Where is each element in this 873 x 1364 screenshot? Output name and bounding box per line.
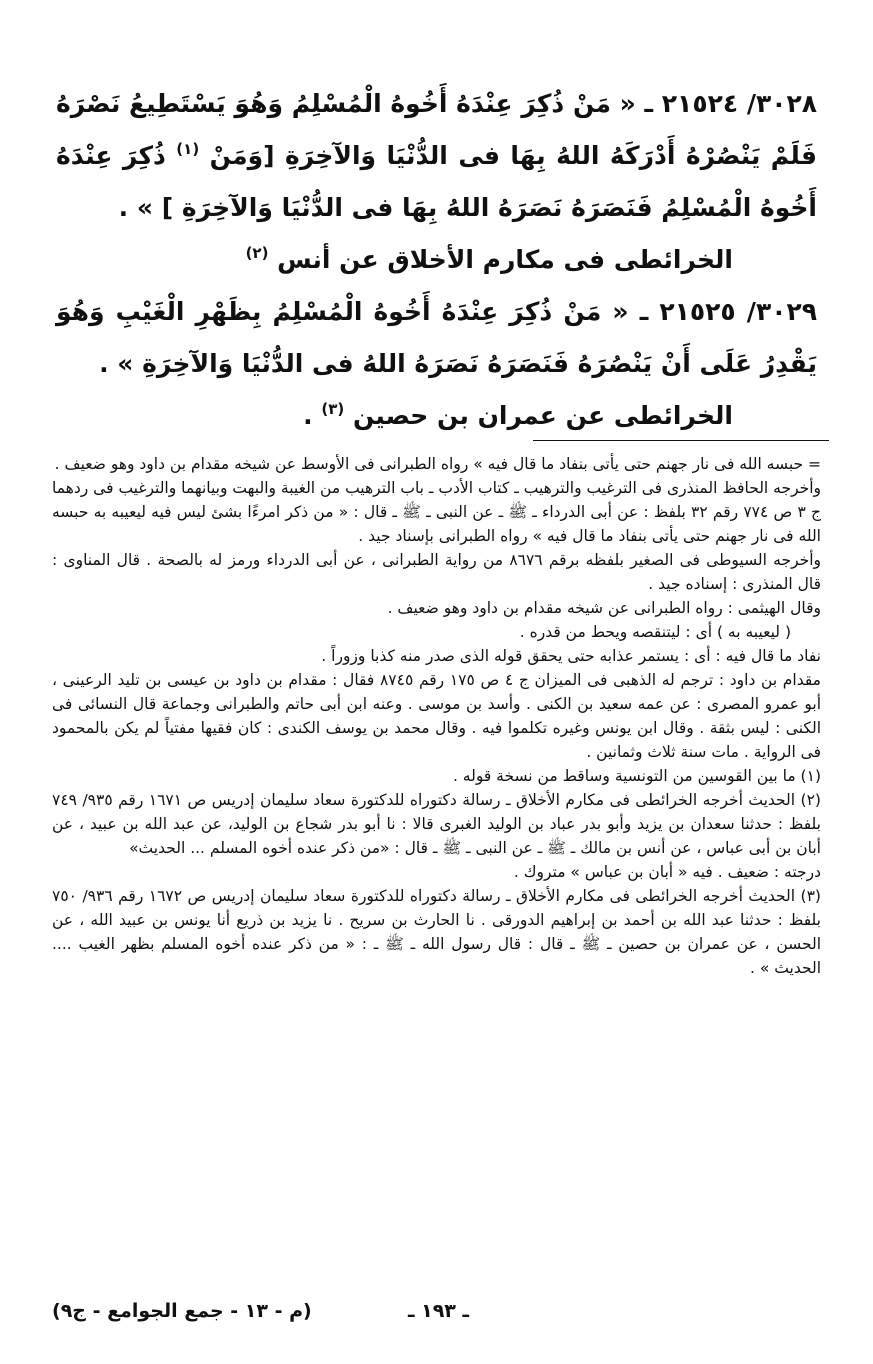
hadith-3028-text-cont: ذُكِرَ عِنْدَهُ أَخُوهُ الْمُسْلِمُ فَنَصَرَهُ نَصَرَهُ اللهُ بِهَا فى الدُّنْيَا وَالآخِرَةِ ] » . bbox=[56, 141, 817, 222]
footnote-ref-3: (٣) bbox=[321, 400, 345, 418]
hadith-3028 bbox=[56, 78, 817, 234]
footnote-separator bbox=[533, 440, 829, 441]
footnote-cont-4: وقال الهيثمى : رواه الطبرانى عن شيخه مقدام بن داود وهو ضعيف . bbox=[387, 599, 821, 617]
footnote-cont-6: نفاد ما قال فيه : أى : يستمر عذابه حتى يحقق قوله الذى صدر منه كذبا وزوراً . bbox=[321, 647, 821, 665]
footnote-1: (١) ما بين القوسين من التونسية وساقط من نسخة قوله . bbox=[452, 767, 821, 785]
footnote-cont-3: وأخرجه السيوطى فى الصغير بلفظه برقم ٨٦٧٦ من رواية الطبرانى ، عن أبى الدرداء ورمز له بالصحة . قال المناوى : قال المنذرى : إسناده جيد . bbox=[52, 551, 821, 593]
footnote-3: (٣) الحديث أخرجه الخرائطى فى مكارم الأخلاق ـ رسالة دكتوراه للدكتورة سعاد سليمان إدريس ص ١٦٧٢ رقم ٩٣٦/ ٧٥٠ بلفظ : حدثنا عبد الله بن أحمد بن إبراهيم الدورقى . نا الحارث بن سريح . نا يزيد بن ذريع أنا يونس بن عبيد الله ، عن الحسن ، عن عمران بن حصين ـ ﷺ ـ قال : قال رسول الله ـ ﷺ ـ : « من ذكر عنده أخوه المسلم بظهر الغيب .... الحديث » . bbox=[52, 887, 821, 977]
footnote-2: (٢) الحديث أخرجه الخرائطى فى مكارم الأخلاق ـ رسالة دكتوراه للدكتورة سعاد سليمان إدريس ص ١٦٧١ رقم ٩٣٥/ ٧٤٩ بلفظ : حدثنا سعدان بن يزيد وأبو بدر عباد بن الوليد الغبرى قالا : نا أبو بدر شجاع بن الوليد، عن عبد الله بن عبيد ، عن أبان بن أبى عباس ، عن أنس بن مالك ـ ﷺ ـ عن النبى ـ ﷺ ـ قال : «من ذكر عنده أخوه المسلم ... الحديث» bbox=[52, 791, 821, 857]
hadith-3029-source-text: الخرائطى عن عمران بن حصين bbox=[352, 401, 733, 430]
footnote-cont-7: مقدام بن داود : ترجم له الذهبى فى الميزان ج ٤ ص ١٧٥ رقم ٨٧٤٥ فقال : مقدام بن داود بن عيسى بن تليد الرعينى ، أبو عمرو المصرى : عن عمه سعيد بن الكنى . وأسد بن موسى . وعنه ابن أبى حاتم والطبرانى وجماعة قال النسائى فى الكنى : ليس بثقة . وقال ابن يونس وغيره تكلموا فيه . وقال محمد بن يوسف الكندى : كان فقيها مفتياً لم يكن بالمحمود فى الرواية . مات سنة ثلاث وثمانين . bbox=[52, 671, 821, 761]
hadith-3028-source-text: الخرائطى فى مكارم الأخلاق عن أنس bbox=[277, 245, 733, 274]
hadith-3029-text: ٣٠٢٩/ ٢١٥٢٥ ـ « مَنْ ذُكِرَ عِنْدَهُ أَخُوهُ الْمُسْلِمُ بِظَهْرِ الْغَيْبِ وَهُوَ يَقْدِرُ عَلَى أَنْ يَنْصُرَهُ فَنَصَرَهُ نَصَرَهُ اللهُ فى الدُّنْيَا وَالآخِرَةِ » . bbox=[56, 297, 817, 378]
footnote-ref-2: (٢) bbox=[245, 244, 269, 262]
footnote-cont-1: = حبسه الله فى نار جهنم حتى يأتى بنفاد ما قال فيه » رواه الطبرانى فى الأوسط عن شيخه مقدام بن داود وهو ضعيف . bbox=[54, 455, 821, 473]
hadith-3028-source bbox=[56, 234, 817, 286]
hadith-3029 bbox=[56, 286, 817, 390]
hadith-3028-text: ٣٠٢٨/ ٢١٥٢٤ ـ « مَنْ ذُكِرَ عِنْدَهُ أَخُوهُ الْمُسْلِمُ وَهُوَ يَسْتَطِيعُ نَصْرَهُ فَلَمْ يَنْصُرْهُ أَدْرَكَهُ اللهُ بِهَا فى الدُّنْيَا وَالآخِرَةِ [وَمَنْ bbox=[56, 89, 817, 170]
footnote-cont-5: ( ليعيبه به ) أى : ليتنقصه ويحط من قدره . bbox=[519, 623, 791, 641]
footnote-2-grade: درجته : ضعيف . فيه « أبان بن عباس » متروك . bbox=[513, 863, 821, 881]
footnotes bbox=[52, 452, 821, 980]
hadith-3029-source: الخرائطى عن عمران بن حصين $^{(٣)}$ . bbox=[303, 400, 733, 430]
page-footer bbox=[52, 1296, 821, 1326]
footnote-ref-1: (١) bbox=[176, 140, 200, 158]
volume-signature: (م - ١٣ - جمع الجوامع - ج٩) bbox=[52, 1300, 312, 1322]
page-number: ـ ١٩٣ ـ bbox=[407, 1300, 469, 1322]
footnote-cont-2: وأخرجه الحافظ المنذرى فى الترغيب والترهيب ـ كتاب الأدب ـ باب الترهيب من الغيبة والبهت وبيانهما والترغيب فى ردهما ج ٣ ص ٧٧٤ رقم ٣٢ بلفظ : عن أبى الدرداء ـ ﷺ ـ عن النبى ـ ﷺ ـ قال : « من ذكر امرءًا بشئ ليس فيه ليعيبه به حبسه الله فى نار جهنم حتى يأتى بنفاد ما قال فيه » رواه الطبرانى بإسناد جيد . bbox=[52, 479, 821, 545]
hadith-body bbox=[56, 78, 817, 442]
